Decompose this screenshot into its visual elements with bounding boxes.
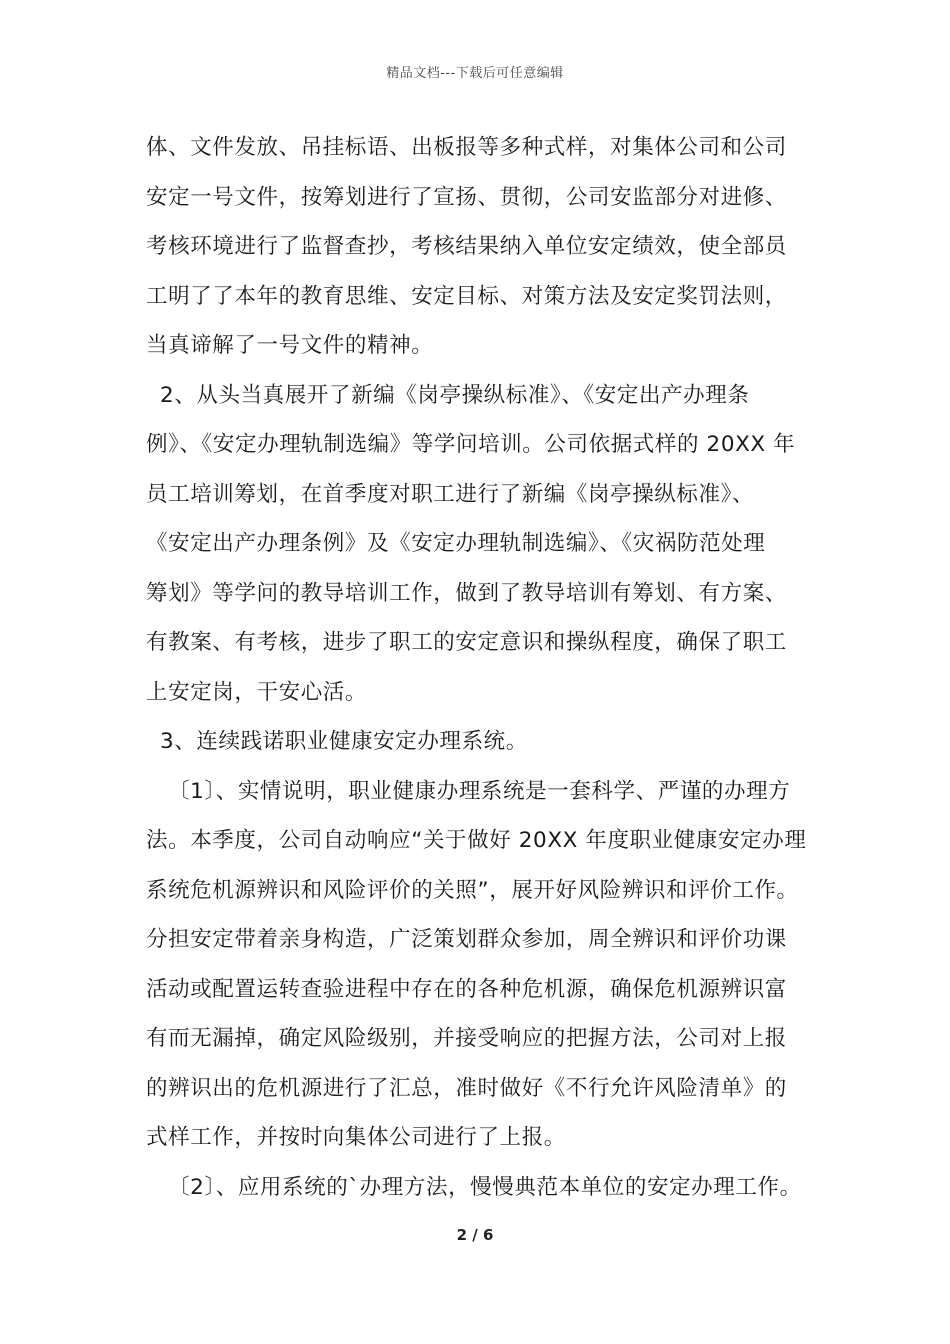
- body-line: 活动或配置运转查验进程中存在的各种危机源，确保危机源辨识富: [146, 976, 787, 1002]
- body-line: 法。本季度，公司自动响应“关于做好 20XX 年度职业健康安定办理: [146, 828, 807, 853]
- body-line: 有教案、有考核，进步了职工的安定意识和操纵程度，确保了职工: [146, 630, 787, 655]
- body-line: 的辨识出的危机源进行了汇总，准时做好《不行允许风险清单》的: [146, 1075, 787, 1101]
- body-line: 《安定出产办理条例》及《安定办理轨制选编》、《灾祸防范处理: [146, 531, 766, 556]
- body-line: 有而无漏掉，确定风险级别，并接受响应的把握方法，公司对上报: [146, 1026, 787, 1051]
- body-line: 员工培训筹划，在首季度对职工进行了新编《岗亭操纵标准》、: [146, 481, 755, 507]
- body-line: 例》、《安定办理轨制选编》等学问培训。公司依据式样的 20XX 年: [146, 432, 796, 457]
- body-line: 体、文件发放、吊挂标语、出板报等多种式样，对集体公司和公司: [146, 135, 787, 160]
- body-line: 2、从头当真展开了新编《岗亭操纵标准》、《安定出产办理条: [160, 382, 750, 408]
- body-line: 式样工作，并按时向集体公司进行了上报。: [146, 1125, 566, 1150]
- body-line: 系统危机源辨识和风险评价的关照”，展开好风险辨识和评价工作。: [146, 877, 799, 903]
- document-body: [146, 128, 822, 1217]
- body-line: 上安定岗，干安心活。: [146, 679, 368, 705]
- body-line: 分担安定带着亲身构造，广泛策划群众参加，周全辨识和评价功课: [146, 927, 787, 952]
- body-line: 筹划》等学问的教导培训工作，做到了教导培训有筹划、有方案、: [146, 580, 787, 606]
- page-number: 2 / 6: [456, 1226, 494, 1244]
- body-line: 工明了了本年的教育思维、安定目标、对策方法及安定奖罚法则，: [146, 283, 787, 309]
- page-header: 精品文档---下载后可任意编辑: [386, 66, 564, 81]
- body-line: 安定一号文件，按筹划进行了宣扬、贯彻，公司安监部分对进修、: [146, 184, 787, 210]
- body-line: 〔2〕、应用系统的`办理方法，慢慢典范本单位的安定办理工作。: [168, 1174, 802, 1200]
- body-line: 考核环境进行了监督查抄，考核结果纳入单位安定绩效，使全部员: [146, 234, 787, 259]
- body-line: 〔1〕、实情说明，职业健康办理系统是一套科学、严谨的办理方: [168, 778, 791, 804]
- body-line: 当真谛解了一号文件的精神。: [146, 333, 434, 358]
- body-line: 3、连续践诺职业健康安定办理系统。: [160, 729, 528, 754]
